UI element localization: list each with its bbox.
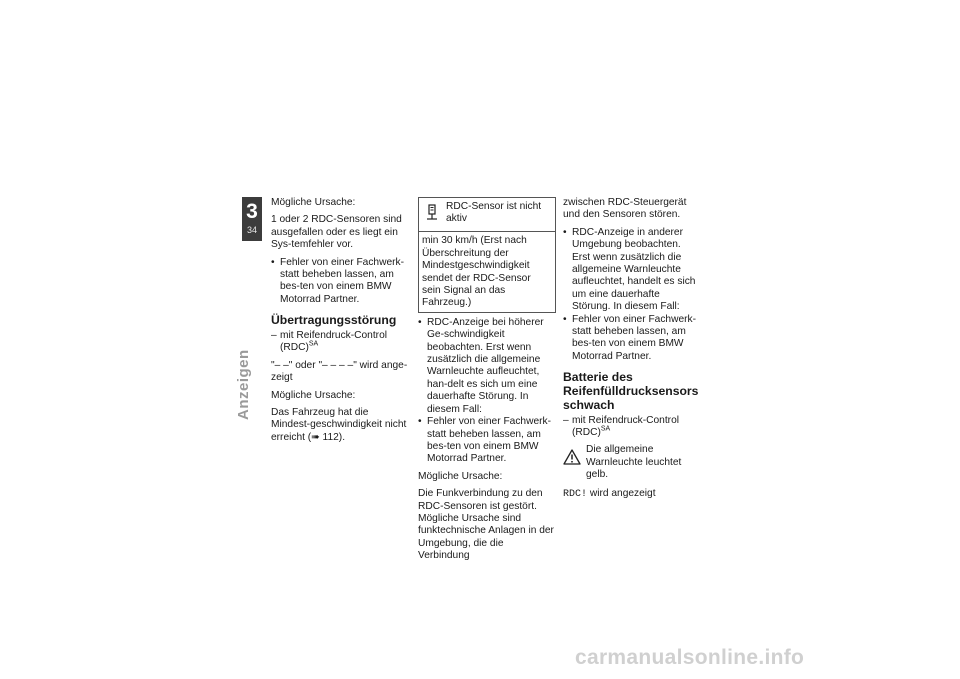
list-item: • RDC-Anzeige in anderer Umgebung beobachten. Erst wenn zusätzlich die allgemeine Warnleuchte aufleuchtet, handelt es sich um eine dauerhafte Störung. In diesem Fall: bbox=[563, 227, 701, 314]
list-item: • RDC-Anzeige bei höherer Ge-schwindigkeit beobachten. Erst wenn zusätzlich die allgemeine Warnleuchte aufleuchtet, han-delt es sich um eine dauerhafte Störung. In diesem Fall: bbox=[418, 317, 556, 416]
cause-label: Mögliche Ursache: bbox=[271, 389, 356, 401]
warning-note bbox=[563, 444, 701, 481]
section-label: Anzeigen bbox=[235, 349, 252, 421]
action-list bbox=[563, 227, 701, 363]
cause-label: Mögliche Ursache: bbox=[271, 197, 356, 208]
table-row bbox=[419, 198, 555, 232]
list-item: • Fehler von einer Fachwerk-statt beheben lassen, am bes-ten von einem BMW Motorrad Partner. bbox=[271, 257, 409, 307]
chapter-tab bbox=[242, 197, 262, 241]
list-item: – mit Reifendruck-Control (RDC)$^{SA}$ bbox=[563, 415, 701, 440]
page-number: 34 bbox=[246, 225, 257, 235]
warning-text: Die allgemeine Warnleuchte leuchtet gelb. bbox=[586, 444, 682, 481]
list-item: • Fehler von einer Fachwerk-statt beheben lassen, am bes-ten von einem BMW Motorrad Partner. bbox=[418, 416, 556, 466]
list-item: – mit Reifendruck-Control (RDC)$^{SA}$ bbox=[271, 330, 409, 355]
rdc-display-text: wird angezeigt bbox=[589, 487, 656, 499]
section-heading: Übertragungsstörung bbox=[271, 313, 397, 328]
display-text: "– –" oder "– – – –" wird ange-zeigt bbox=[271, 359, 408, 384]
cause-text: 1 oder 2 RDC-Sensoren sind ausgefallen oder es liegt ein Sys-temfehler vor. bbox=[271, 214, 402, 251]
column-2 bbox=[418, 197, 556, 568]
list-item: • Fehler von einer Fachwerk-statt beheben lassen, am bes-ten von einem BMW Motorrad Partner. bbox=[563, 314, 701, 364]
rdc-display-line bbox=[563, 488, 701, 501]
watermark: carmanualsonline.info bbox=[575, 646, 805, 669]
rdc-symbol: RDC! bbox=[563, 488, 588, 500]
column-1 bbox=[271, 197, 409, 449]
column-3 bbox=[563, 197, 701, 506]
condition-list bbox=[271, 330, 409, 355]
continued-text: zwischen RDC-Steuergerät und den Sensoren stören. bbox=[563, 197, 687, 221]
cause-text[interactable]: Das Fahrzeug hat die Mindest-geschwindigkeit nicht erreicht (➠ 112). bbox=[271, 407, 407, 443]
cause-text: Die Funkverbindung zu den RDC-Sensoren ist gestört. Mögliche Ursache sind funktechnische Anlagen in der Umgebung, die die Verbindung bbox=[418, 488, 554, 562]
cause-label: Mögliche Ursache: bbox=[418, 470, 503, 482]
section-heading: Batterie des Reifenfülldrucksensors schwach bbox=[563, 370, 699, 412]
condition-list bbox=[563, 415, 701, 440]
chapter-number: 3 bbox=[246, 200, 258, 223]
action-list bbox=[418, 317, 556, 466]
info-table bbox=[418, 197, 556, 313]
table-row: min 30 km/h (Erst nach Überschreitung der Mindestgeschwindigkeit sendet der RDC-Sensor sein Signal an das Fahrzeug.) bbox=[422, 235, 531, 309]
action-list bbox=[271, 257, 409, 307]
tire-sensor-icon bbox=[424, 203, 440, 227]
warning-triangle-icon bbox=[563, 449, 581, 481]
table-header-text: RDC-Sensor ist nicht aktiv bbox=[446, 201, 542, 225]
